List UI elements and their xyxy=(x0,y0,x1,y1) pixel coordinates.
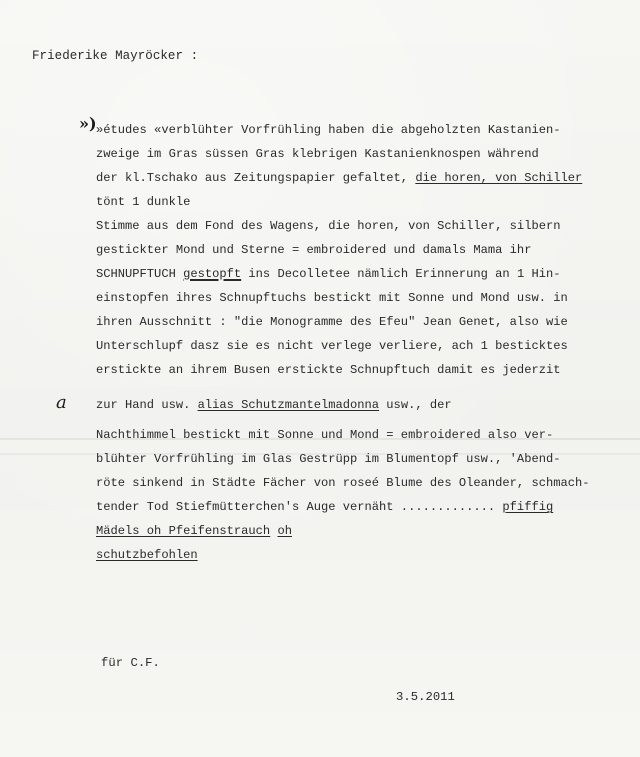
poem-line xyxy=(96,361,560,379)
poem-segment: »études «verblühter Vorfrühling haben die abgeholzten Kastanien- xyxy=(96,123,561,137)
poem-line xyxy=(96,217,560,235)
poem-segment: Mädels oh Pfeifenstrauch xyxy=(96,524,271,538)
poem-line xyxy=(96,145,539,163)
handwritten-margin-letter: a xyxy=(56,392,67,413)
poem-segment: Stimme aus dem Fond des Wagens, die horen, von Schiller, silbern xyxy=(96,219,561,233)
poem-segment: gestopft xyxy=(183,267,242,281)
poem-segment: der kl.Tschako aus Zeitungspapier gefaltet, xyxy=(96,171,416,185)
poem-segment: Nachthimmel bestickt mit Sonne und Mond = embroidered also ver- xyxy=(96,428,554,442)
poem-line xyxy=(96,169,582,187)
poem-segment: SCHNUPFTUCH xyxy=(96,267,184,281)
poem-segment: oh xyxy=(277,524,292,538)
poem-line xyxy=(96,337,568,355)
poem-line xyxy=(96,289,568,307)
poem-line xyxy=(96,193,190,211)
poem-line xyxy=(96,241,531,259)
poem-segment: die horen, von Schiller xyxy=(415,171,583,185)
poem-segment: erstickte an ihrem Busen erstickte Schnupftuch damit es jederzit xyxy=(96,363,561,377)
poem-segment: schutzbefohlen xyxy=(96,548,198,562)
poem-line xyxy=(96,121,560,139)
poem-segment: einstopfen ihres Schnupftuchs bestickt mit Sonne und Mond usw. in xyxy=(96,291,568,305)
poem-segment: ihren Ausschnitt : "die Monogramme des Efeu" Jean Genet, also wie xyxy=(96,315,568,329)
poem-segment: pfiffig xyxy=(502,500,554,514)
poem-line xyxy=(96,396,452,414)
poem-line xyxy=(96,450,560,468)
poem-body xyxy=(96,121,616,581)
author-line: Friederike Mayröcker : xyxy=(32,49,199,63)
poem-segment: usw., der xyxy=(379,398,452,412)
poem-segment: tender Tod Stiefmütterchen's Auge vernäht ............. xyxy=(96,500,503,514)
poem-line xyxy=(96,474,590,492)
poem-line xyxy=(96,498,553,516)
poem-line xyxy=(96,522,292,540)
poem-segment: zweige im Gras süssen Gras klebrigen Kastanienknospen während xyxy=(96,147,539,161)
poem-segment: ins Decolletee nämlich Erinnerung an 1 Hin- xyxy=(241,267,561,281)
poem-segment: alias Schutzmantelmadonna xyxy=(197,398,380,412)
poem-line xyxy=(96,265,560,283)
poem-line xyxy=(96,546,198,564)
date: 3.5.2011 xyxy=(396,690,455,704)
poem-segment: gestickter Mond und Sterne = embroidered und damals Mama ihr xyxy=(96,243,532,257)
poem-segment: blühter Vorfrühling im Glas Gestrüpp im Blumentopf usw., 'Abend- xyxy=(96,452,561,466)
poem-segment: Unterschlupf dasz sie es nicht verlege verliere, ach 1 besticktes xyxy=(96,339,568,353)
poem-segment: tönt 1 dunkle xyxy=(96,195,191,209)
dedication: für C.F. xyxy=(101,656,160,670)
handwritten-quote-mark: ») xyxy=(79,114,97,133)
poem-line xyxy=(96,426,553,444)
poem-line xyxy=(96,313,568,331)
poem-segment: röte sinkend in Städte Fächer von roseé Blume des Oleander, schmach- xyxy=(96,476,590,490)
poem-segment: zur Hand usw. xyxy=(96,398,198,412)
